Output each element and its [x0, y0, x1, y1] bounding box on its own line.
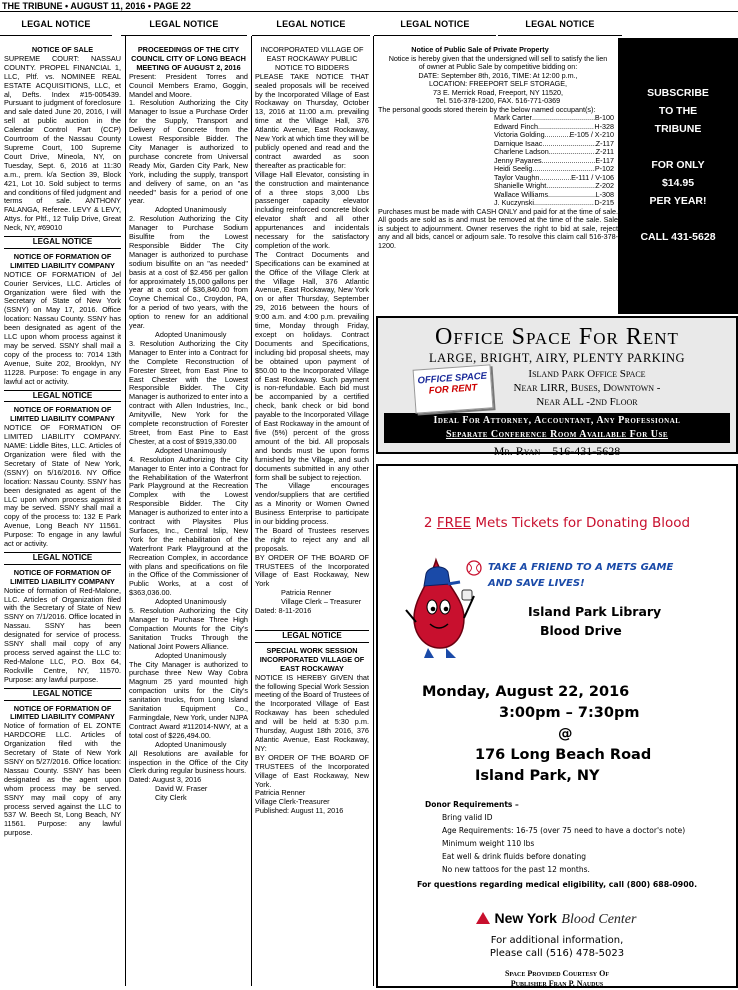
column-rule	[125, 36, 126, 986]
public-sale-phone: Tel. 516-378-1200, FAX. 516-771-0369	[435, 96, 561, 105]
formation-body: Notice of formation of Red-Malone, LLC. Articles of Organization filed with the Secretary of State of New SSNY on 7/1/2016. Office located in Nassau. SSNY has been designated for service of process. SSNY shall mail copy of any process served against the LLC to: Red-Malone LLC, P.O. Box 64, Rockville Centre, NY, 11570. Purpose: any lawful purpose.	[4, 585, 121, 684]
bidders-body-5: The Board of Trustees reserves the right to reject any and all proposals.	[255, 525, 369, 553]
subscribe-price: $14.95	[661, 177, 695, 189]
legal-notice-label: LEGAL NOTICE	[4, 236, 121, 249]
closing-note: All Resolutions are available for inspection in the Office of the City Clerk during regular business hours.	[129, 748, 248, 776]
occupant-unit: E-117	[595, 155, 614, 165]
info-phone: Please call (516) 478-5023	[489, 948, 625, 959]
resolution-1: 1. Resolution Authorizing the City Manager to Issue a Purchase Order for the Supply, Transport and Delivery of Concrete from the Lowest Responsible Bidder. The City Manager is authorized to purchase concrete from Universal Ready Mix, Garden City Park, New York, including the supply, transport and delivery of same, on an "as needed" basis for a period of one year.	[129, 98, 248, 206]
office-ad-band-line: Separate Conference Room Available For Use	[445, 429, 669, 440]
blood-center-mark-icon	[476, 912, 490, 924]
public-sale-title: Notice of Public Sale of Private Property	[411, 45, 549, 54]
public-sale-address: 73 E. Merrick Road, Freeport, NY 11520,	[433, 87, 563, 97]
blood-drive-ad	[376, 464, 738, 988]
resolution-5: 5. Resolution Authorizing the City Manager to Purchase Three High Compaction Mounts for the City's Sanitation Trucks Through the National Joint Powers Alliance.	[129, 606, 248, 651]
legal-notice-label: LEGAL NOTICE	[4, 552, 121, 565]
adopted-note: Adopted Unanimously	[155, 205, 227, 215]
eligibility-question: For questions regarding medical eligibility, call (800) 688-0900.	[416, 880, 698, 889]
signer-name: David W. Fraser	[155, 784, 208, 794]
bidders-body-4: The Village encourages vendor/suppliers that are certified as a Minority or Women Owned Business Enterprise to participate in our bidding process.	[255, 481, 369, 527]
requirement-item: No new tattoos for the past 12 months.	[442, 865, 590, 874]
info-line: For additional information,	[490, 935, 624, 946]
subscribe-line: TO THE	[658, 105, 698, 117]
event-date: Monday, August 22, 2016	[422, 684, 630, 700]
badge-line: OFFICE SPACE	[417, 370, 488, 387]
requirement-item: Eat well & drink fluids before donating	[442, 852, 586, 861]
logo-blood-center: Blood Center	[561, 912, 637, 927]
bidders-body-3: The Contract Documents and Specifications can be examined at the Office of the Village Clerk at the Village Hall, 376 Atlantic Avenue, East Rockaway, New York on or after Thursday, September 29, 2016 between the hours of 9:00 a.m. and 4:00 p.m. prevailing time, Monday through Friday, except on holidays. Contract Documents and Specifications, including bid proposal sheets, may be obtained upon payment of $50.00 to the Incorporated Village of East Rockaway. Such payment is non-refundable. Each bid must be accompanied by a certified check, bank check or bid bond payable to the Incorporated Village of East Rockaway in the amount of five (5%) percent of the gross amount of the bid. All proposals and bonds must be upon forms furnished by the Village, and such documents submitted in any other form shall be subject to rejection.	[255, 249, 369, 482]
legal-notice-label: LEGAL NOTICE	[0, 13, 112, 36]
formation-title: NOTICE OF FORMATION OF LIMITED LIABILITY COMPANY	[10, 251, 115, 270]
dated: Dated: August 3, 2016	[129, 775, 202, 785]
requirement-item: Minimum weight 110 lbs	[442, 839, 535, 848]
subscribe-line: PER YEAR!	[649, 195, 707, 207]
event-city: Island Park, NY	[475, 768, 600, 784]
formation-title: NOTICE OF FORMATION OF LIMITED LIABILITY COMPANY	[10, 703, 115, 722]
courtesy-line: Space Provided Courtesy Of	[504, 969, 610, 978]
public-sale-location: LOCATION: FREEPORT SELF STORAGE,	[428, 79, 568, 88]
public-sale-intro: Notice is hereby given that the undersigned will sell to satisfy the lien of owner at Public Sale by competitive bidding on:	[388, 53, 608, 71]
office-ad-line: Island Park Office Space	[528, 368, 646, 380]
notice-of-sale-body: SUPREME COURT: NASSAU COUNTY. PROPEL FINANCIAL 1, LLC, Pltf. vs. NOMINEE REAL ESTATE ACQUISITIONS, LLC, et al, Defts. Index #15-005439. Pursuant to judgment of foreclosure and sale dated June 20, 2016, I will sell at public auction in the Calendar Control Part (CCP) Courtroom of the Nassau County Supreme Court, 100 Supreme Court Drive, Mineola, NY, on Tuesday, Sept. 6, 2016 at 11:30 a.m., prem. k/a Section 39, Block 421, Lot 10. Sold subject to terms and conditions of filed judgment and terms of sale. ANTHONY FALANGA, Referee. LEVY & LEVY, Attys. for Pltf., 12 Tulip Drive, Great Neck, NY, #69010	[4, 53, 121, 233]
occupant-unit: D-215	[594, 198, 614, 207]
event-time: 3:00pm – 7:30pm	[499, 705, 640, 721]
occupant-name: Heidi Seelig	[494, 164, 533, 173]
blood-drop-mascot-icon	[402, 552, 486, 662]
adopted-note: Adopted Unanimously	[155, 445, 227, 455]
notice-of-sale-title: NOTICE OF SALE	[31, 45, 94, 54]
office-ad-contact: Mr. Ryan – 516-431-5628	[493, 444, 621, 458]
office-ad-line: Near LIRR, Buses, Downtown -	[513, 382, 661, 394]
occupant-unit: Z-117	[595, 138, 614, 148]
occupant-unit: Z-211	[595, 147, 614, 156]
public-sale-date: DATE: September 8th, 2016, TIME: At 12:00 p.m.,	[418, 70, 578, 80]
formation-title: NOTICE OF FORMATION OF LIMITED LIABILITY COMPANY	[10, 567, 115, 586]
occupant-name: Victoria Golding	[494, 130, 545, 139]
signer-title: Village Clerk-Treasurer	[255, 797, 330, 807]
blood-drive-when-where	[378, 682, 736, 787]
event-address: 176 Long Beach Road	[475, 747, 652, 763]
adopted-note: Adopted Unanimously	[155, 330, 227, 339]
headline-suffix: Mets Tickets for Donating Blood	[471, 515, 691, 531]
bidders-order: BY ORDER OF THE BOARD OF TRUSTEES of the Incorporated Village of East Rockaway, New York	[255, 552, 369, 589]
leader-dots	[545, 131, 570, 140]
signer-title: Village Clerk – Treasurer	[281, 597, 362, 607]
office-ad-subtitle: LARGE, BRIGHT, AIRY, PLENTY PARKING	[428, 351, 686, 365]
formation-title: NOTICE OF FORMATION OF LIMITED LIABILITY COMPANY	[10, 405, 115, 424]
occupant-unit: H-328	[594, 121, 614, 131]
subscribe-line: TRIBUNE	[654, 123, 702, 135]
occupant-unit: E-111 / V-106	[571, 172, 614, 182]
requirements-title: Donor Requirements –	[425, 800, 519, 809]
courtesy-note	[378, 969, 736, 989]
courtesy-line: Publisher Fran P. Naudus	[510, 979, 604, 988]
signer-name: Patricia Renner	[281, 588, 332, 598]
work-session-body: NOTICE IS HEREBY GIVEN that the following Special Work Session meeting of the Board of Trustees of the Incorporated Village of East Rockaway has been scheduled and will be held at 5:30 p.m. Thursday, August 18th 2016, 376 Atlantic Avenue, East Rockaway, NY:	[255, 672, 369, 753]
occupant-unit: P-102	[594, 164, 614, 173]
column-rule	[251, 36, 252, 986]
blood-drive-location-name	[528, 602, 661, 640]
adopted-note: Adopted Unanimously	[155, 597, 227, 607]
council-present: Present: President Torres and Council Members Eramo, Goggin, Mandel and Moore.	[129, 71, 248, 99]
legal-notice-label: LEGAL NOTICE	[121, 13, 247, 36]
resolution-4: 4. Resolution Authorizing the City Manager to Enter into a Contract for the Rehabilitation of the Waterfront Park Playground at the Recreation Complex with the Lowest Responsible Bidder. The City Manager is authorized to enter into a contract with Playsites Plus Surfaces, Inc., Central Islip, New York for the rehabilitation of the Waterfront Park Playground at the Recreation Complex, in accordance with plans and specifications on file in the Office of the Commissioner of Public Works, at a cost of $363,036.00.	[129, 454, 248, 598]
leader-dots	[532, 114, 595, 123]
legal-notice-label: LEGAL NOTICE	[4, 688, 121, 701]
legal-notice-label: LEGAL NOTICE	[498, 13, 622, 36]
leader-dots	[546, 182, 595, 191]
work-session-order: BY ORDER OF THE BOARD OF TRUSTEES of the Incorporated Village of East Rockaway, New York.	[255, 752, 369, 789]
occupant-name: Mark Carter	[494, 113, 532, 122]
legal-notice-label: LEGAL NOTICE	[252, 13, 370, 36]
legal-column-1	[4, 40, 121, 986]
library-name: Island Park Library	[528, 604, 662, 619]
office-ad-line: Near ALL -2nd Floor	[536, 396, 638, 408]
blood-ad-headline	[378, 515, 736, 531]
occupant-name: Charlene Ladson	[494, 147, 549, 156]
subscribe-line: SUBSCRIBE	[647, 87, 709, 99]
tagline-line: TAKE A FRIEND TO A METS GAME	[488, 562, 674, 573]
legal-notice-label: LEGAL NOTICE	[4, 390, 121, 403]
occupant-unit: Z-202	[595, 181, 614, 190]
public-sale-notice	[378, 46, 618, 250]
occupant-name: Darnique Isaac	[494, 138, 543, 148]
signer-title: City Clerk	[155, 793, 187, 803]
occupant-name: Shanielle Wright	[494, 181, 547, 190]
adopted-note: Adopted Unanimously	[155, 739, 227, 749]
tagline-line: AND SAVE LIVES!	[488, 578, 585, 589]
headline-free: FREE	[436, 515, 472, 531]
occupant-unit: E-105 / X-210	[569, 130, 614, 139]
mets-tagline	[488, 560, 728, 592]
bidders-body: PLEASE TAKE NOTICE THAT sealed proposals will be received by the Incorporated Village of East Rockaway on Thursday, October 13, 2016 at 11:00 a.m. prevailing time at the Village Hall, 376 Atlantic Avenue, East Rockaway, New York at which time they will be publicly opened and read and the contract awarded as soon thereafter as practicable for:	[255, 71, 369, 170]
resolution-2: 2. Resolution Authorizing the City Manager to Purchase Sodium Bisulfite from the Lowest Responsible Bidder The City Manager is authorized to purchase sodium bisulfite on an "as needed" basis at a cost of $2.456 per gallon for approximately 15,000 gallons per year at a cost of $36,840.00 from Coyne Chemical Co., Croydon, PA, for a period of two years, with the option to renew for an additional year.	[129, 214, 248, 331]
bidders-title: INCORPORATED VILLAGE OF EAST ROCKAWAY PUBLIC NOTICE TO BIDDERS	[260, 45, 364, 72]
ny-blood-center-logo	[476, 910, 636, 928]
formation-body: NOTICE OF FORMATION OF LIMITED LIABILITY COMPANY. NAME: Liddle Bites, LLC. Articles of Organization were filed with the Secretary of State of New York, (SSNY) on 5/16/2016. NY Office location: Nassau County. SSNY has been designated as agent of the LLC upon whom process against it may be served. SSNY shall mail a copy of the process to: 132 E Park Avenue, Long Beach NY 11561. Purpose: To engage in any lawful act or activity.	[4, 423, 121, 549]
headline-prefix: 2	[423, 515, 437, 531]
contact-phone: 516-431-5628	[552, 444, 621, 458]
subscribe-line: FOR ONLY	[651, 159, 705, 171]
resolution-3: 3. Resolution Authorizing the City Manager to Enter into a Contract for the Complete Reconstruction of Forester Street, from East Pine to East Chester with the Lowest Responsible Bidder. The City Manager is authorized to enter into a contract with Allen Industries, Inc., Amityville, New York for the complete reconstruction of Forester Street, from East Pine to East Chester, at a cost of $919,330.00	[129, 338, 248, 446]
occupant-name: Taylor Vaughn	[494, 172, 540, 182]
contact-name: Mr. Ryan	[493, 444, 541, 458]
bidders-body-2: Village Hall Elevator, consisting in the construction and maintenance of a three stops 3,000 Lbs passenger capacity elevator including reinforced concrete block elevator shaft and all other appurtenances and incidentals necessary for the satisfactory completion of the work.	[255, 169, 369, 250]
council-proceedings-title: PROCEEDINGS OF THE CITY COUNCIL CITY OF LONG BEACH MEETING OF AUGUST 2, 2016	[131, 45, 246, 72]
legal-column-2	[129, 40, 248, 986]
work-session-title: SPECIAL WORK SESSION INCORPORATED VILLAGE OF EAST ROCKAWAY	[259, 645, 365, 673]
legal-notice-label: LEGAL NOTICE	[255, 630, 369, 643]
formation-body: NOTICE OF FORMATION of Jel Courier Services, LLC. Articles of Organization were filed with the Secretary of State of New York (SSNY) on May 17, 2016. Office location: Nassau County. SSNY has been designated as agent of the LLC upon whom process against it may be served. SSNY shall mail a copy of the process to: 7014 13th Avenue, Suite 202, Brooklyn, NY 11228. Purpose: To engage in any lawful act or activity.	[4, 269, 121, 386]
office-ad-band-line: Ideal For Attorney, Accountant, Any Professional	[433, 415, 681, 426]
leader-dots	[542, 157, 596, 166]
leader-dots	[548, 191, 596, 200]
subscribe-box	[618, 38, 738, 314]
requirement-item: Bring valid ID	[442, 813, 493, 822]
occupant-unit: B-100	[594, 113, 614, 122]
published-date: Published: August 11, 2016	[255, 806, 344, 816]
office-ad-band	[384, 413, 730, 443]
additional-info	[378, 934, 736, 960]
office-space-ad	[376, 316, 738, 458]
signer-name: Patricia Renner	[255, 788, 306, 798]
occupant-name: Wallace Williams	[494, 189, 549, 199]
legal-notice-label: LEGAL NOTICE	[374, 13, 496, 36]
public-sale-list-intro: The personal goods stored therein by the below named occupant(s):	[378, 104, 596, 114]
dated: Dated: 8-11-2016	[255, 606, 312, 616]
occupant-list	[378, 114, 618, 208]
requirement-item: Age Requirements: 16-75 (over 75 need to have a doctor's note)	[442, 826, 686, 835]
occupant-name: Jenny Payares	[494, 155, 542, 165]
occupant-name: Edward Finch	[494, 121, 538, 131]
at-sign: @	[558, 726, 573, 742]
office-for-rent-badge	[413, 364, 494, 413]
adopted-note: Adopted Unanimously	[155, 650, 227, 660]
occupant-name: J. Kuczynski	[494, 198, 534, 207]
occupant-unit: L-308	[595, 189, 614, 199]
event-name: Blood Drive	[540, 623, 622, 638]
legal-column-3	[255, 40, 369, 986]
leader-dots	[542, 140, 595, 149]
column-rule	[373, 36, 374, 986]
formation-body: Notice of formation of EL ZONTE HARDCORE LLC. Articles of Organization filed with the Secretary of State of New York SSNY on 5/27/2016. Office location: Nassau County. SSNY has been designated as the agent upon whom process may be served. SSNY may mail copy of any process served against the LLC to 537 W. Beech St, Long Beach, NY 11561. Purpose: any lawful purpose.	[4, 721, 121, 838]
donor-requirements	[425, 798, 685, 876]
badge-line: FOR RENT	[428, 382, 478, 397]
subscribe-phone: CALL 431-5628	[640, 231, 716, 243]
logo-new-york: New York	[494, 910, 557, 926]
resolution-5-body: The City Manager is authorized to purchase three New Way Cobra Magnum 25 yard mounted high compaction units for the City's sanitation trucks, from Long Island Sanitation Equipment Co., Farmingdale, New York, under NJPA Contract Award #112014-NWY, at a total cost of $226,494.00.	[129, 659, 248, 740]
page-header: THE TRIBUNE • AUGUST 11, 2016 • PAGE 22	[0, 0, 738, 12]
public-sale-terms: Purchases must be made with CASH ONLY and paid for at the time of sale. All goods are sold as is and must be removed at the time of the sale. Sale is subject to adjournment. Owner reserves the right to bid at sale, reject any and all bids, cancel or adjourn sale. To resolve this claim call 516-378-1200.	[378, 206, 618, 250]
office-ad-title: Office Space For Rent	[435, 324, 679, 350]
leader-dots	[549, 148, 596, 157]
